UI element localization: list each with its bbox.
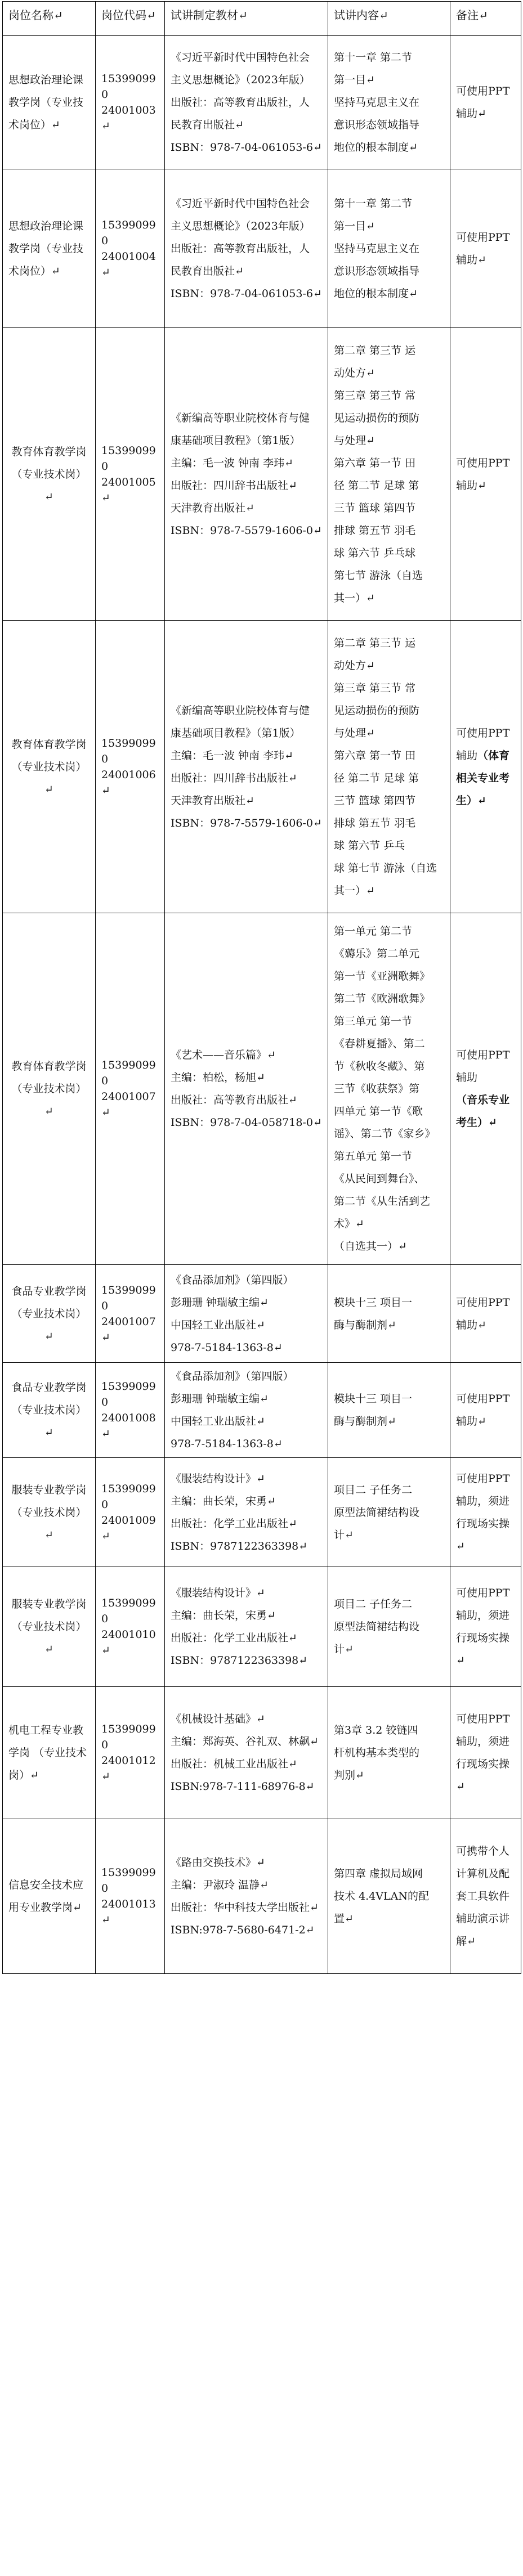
textbook-cell [165,913,328,1265]
content-line: 《春耕夏播》、第二 [334,1038,425,1050]
textbook-line: 《习近平新时代中国特色社会 [171,197,310,210]
content-cell [328,328,450,621]
note-line: （音乐专业 [456,1094,510,1106]
textbook-line: ISBN：978-7-5579-1606-0↵ [171,816,322,829]
note-line: 可使用PPT [456,456,510,469]
content-line: 三节 篮球 第四节 [334,794,416,807]
code-line: 24001008↵ [101,1412,156,1440]
position-cell [3,328,96,621]
note-line: 相关专业考 [456,771,510,784]
position-line: 学岗 （专业技术 [8,1747,87,1759]
content-line: 径 第二节 足球 第 [334,479,419,492]
content-line: 坚持马克思主义在 [334,242,420,255]
textbook-line: 主编：毛一波 钟南 李玮↵ [171,456,293,469]
code-line: 24001006↵ [101,768,156,797]
textbook-line: 出版社：华中科技大学出版社↵ [171,1901,319,1914]
textbook-line: ISBN：9787122363398↵ [171,1540,308,1552]
position-cell [3,1567,96,1687]
content-line: 计↵ [334,1643,354,1655]
content-line: 排球 第五节 羽毛 [334,816,416,829]
table-row [3,1819,521,1974]
note-line [456,744,515,767]
content-line: 第五单元 第一节 [334,1150,413,1163]
header-note: 备注↵ [450,2,521,36]
header-content: 试讲内容↵ [328,2,450,36]
content-line: 地位的根本制度↵ [334,141,418,154]
textbook-line: 中国轻工业出版社↵ [171,1415,265,1428]
content-line: 第七节 游泳（自选 [334,569,423,582]
note-cell [450,1687,521,1819]
textbook-line: 《习近平新时代中国特色社会 [171,51,310,64]
note-line: 辅助↵ [456,1415,486,1428]
content-line: 意识形态领域指导 [334,264,420,277]
content-line: 见运动损伤的预防 [334,411,420,424]
code-cell [96,913,165,1265]
header-textbook: 试讲制定教材↵ [165,2,328,36]
note-line: 行现场实操↵ [456,1758,510,1793]
textbook-line: 民教育出版社↵ [171,264,244,277]
table-row [3,1265,521,1363]
note-line: 辅助↵ [456,1318,486,1331]
table-row [3,1687,521,1819]
content-line: 第三章 第三节 常 [334,389,416,402]
position-cell [3,913,96,1265]
code-line: 153990990 [101,73,156,101]
code-line: 153990990 [101,1380,156,1408]
textbook-cell [165,1265,328,1363]
table-row [3,621,521,913]
textbook-cell [165,36,328,169]
code-line: 153990990 [101,1059,156,1087]
content-line: 坚持马克思主义在 [334,96,420,109]
code-cell [96,328,165,621]
textbook-cell [165,169,328,328]
content-line: 谣》、第二节《家乡》 [334,1128,436,1140]
code-line: 153990990 [101,218,156,247]
textbook-line: 出版社：化学工业出版社↵ [171,1517,297,1530]
table-row [3,1458,521,1567]
content-line: 原型法简裙结构设 [334,1506,420,1519]
content-cell [328,1819,450,1974]
content-line: 第一目↵ [334,219,375,232]
content-line: 技术 4.4VLAN的配 [334,1890,429,1902]
textbook-line: 主编：毛一波 钟南 李玮↵ [171,749,293,762]
textbook-line: 978-7-5184-1363-8↵ [171,1438,283,1450]
note-line: 可使用PPT [456,231,510,244]
textbook-line: ISBN：978-7-04-061053-6↵ [171,287,322,300]
code-line: 24001009↵ [101,1514,156,1542]
content-line: 第四章 虚拟局域网 [334,1868,423,1880]
content-cell [328,1567,450,1687]
content-line: 置↵ [334,1913,354,1925]
code-line: 24001007↵ [101,1090,156,1119]
content-line: 项目二 子任务二 [334,1483,413,1496]
textbook-line: ISBN：9787122363398↵ [171,1654,308,1667]
note-line: 生）↵ [456,794,486,807]
code-line: 24001004↵ [101,250,156,279]
position-line: 食品专业教学岗 [11,1381,87,1394]
note-line: 辅助，须进 [456,1735,510,1748]
content-line: 原型法简裙结构设 [334,1621,420,1633]
content-line: 第二章 第三节 运 [334,344,416,357]
position-line: 教学岗（专业技 [8,242,84,255]
textbook-line: 出版社：化学工业出版社↵ [171,1632,297,1644]
content-line: 第三单元 第一节 [334,1015,413,1027]
note-cell [450,328,521,621]
note-line: 可使用PPT [456,726,510,739]
content-line: 径 第二节 足球 第 [334,771,419,784]
content-line: 第十一章 第二节 [334,197,413,210]
textbook-line: 《服装结构设计》↵ [171,1472,265,1485]
note-cell [450,913,521,1265]
textbook-line: 主编：曲长荣，宋勇↵ [171,1609,276,1622]
code-cell [96,621,165,913]
position-line: 用专业教学岗↵ [8,1901,82,1914]
content-cell [328,36,450,169]
code-cell [96,169,165,328]
note-cell [450,1567,521,1687]
code-line: 153990990 [101,1482,156,1511]
note-line: 辅助演示讲 [456,1913,510,1925]
position-line: （专业技术岗）↵ [11,1404,87,1439]
textbook-line: 《机械设计基础》↵ [171,1713,265,1725]
textbook-line: 出版社：高等教育出版社，人 [171,242,310,255]
code-line: 24001010↵ [101,1628,156,1657]
textbook-line: 中国轻工业出版社↵ [171,1318,265,1331]
position-cell [3,1265,96,1363]
textbook-line: 主编：郑海英、谷礼双、林飙↵ [171,1735,319,1748]
content-line: 《薅乐》第二单元 [334,948,420,960]
note-line: 计算机及配 [456,1868,510,1880]
note-line: 可使用PPT [456,1587,510,1599]
textbook-line: 出版社：高等教育出版社↵ [171,1094,297,1106]
content-line: 第六章 第一节 田 [334,456,416,469]
note-line: 辅助，须进 [456,1609,510,1622]
content-line: 杆机构基本类型的 [334,1747,420,1759]
textbook-cell [165,1819,328,1974]
note-line: 可携带个人 [456,1845,510,1857]
position-line: 术岗位）↵ [8,264,60,277]
content-line: 动处方↵ [334,366,375,379]
textbook-line: 彭珊珊 钟瑞敏主编↵ [171,1296,269,1309]
textbook-line: 主编：尹淑玲 温静↵ [171,1879,269,1891]
position-cell [3,1363,96,1458]
content-cell [328,169,450,328]
code-line: 153990990 [101,737,156,765]
note-line: 行现场实操↵ [456,1517,510,1552]
textbook-line: 《食品添加剂》（第四版） [171,1370,294,1383]
content-line: 酶与酶制剂↵ [334,1415,396,1428]
content-line: 排球 第五节 羽毛 [334,524,416,537]
content-line: 模块十三 项目一 [334,1296,413,1309]
position-line: （专业技术岗）↵ [11,1307,87,1343]
textbook-cell [165,328,328,621]
content-line: 地位的根本制度↵ [334,287,418,300]
position-line: （专业技术岗）↵ [11,1506,87,1541]
code-line: 24001005↵ [101,475,156,504]
table-row [3,36,521,169]
code-cell [96,1458,165,1567]
content-line: 球 第六节 乒乓球 [334,546,416,559]
textbook-line: 主编：柏松，杨旭↵ [171,1071,265,1084]
position-line: 教育体育教学岗 [11,445,87,458]
position-line: （专业技术岗）↵ [11,468,87,503]
textbook-cell [165,621,328,913]
table-row [3,1567,521,1687]
content-line: 见运动损伤的预防 [334,704,420,717]
content-line: 意识形态领域指导 [334,119,420,131]
content-line: 术》↵ [334,1218,364,1230]
content-cell [328,1265,450,1363]
content-line: 第三章 第三节 常 [334,681,416,694]
note-line: 可使用PPT [456,1393,510,1405]
textbook-line: 《艺术——音乐篇》↵ [171,1049,276,1061]
content-line: （自选其一）↵ [334,1240,407,1253]
code-line: 153990990 [101,1597,156,1625]
table-row [3,913,521,1265]
textbook-cell [165,1458,328,1567]
position-line: 机电工程专业教 [8,1724,84,1736]
position-line: 思想政治理论课 [8,74,84,86]
textbook-cell [165,1567,328,1687]
content-cell [328,1363,450,1458]
note-line: 考生）↵ [456,1116,497,1129]
note-bold-text: （体育 [477,749,510,762]
textbook-line: 主义思想概论》（2023年版） [171,219,310,232]
code-cell [96,1687,165,1819]
note-line: 可使用PPT [456,1296,510,1309]
content-line: 模块十三 项目一 [334,1393,413,1405]
textbook-line: ISBN：978-7-5579-1606-0↵ [171,524,322,537]
textbook-line: 天津教育出版社↵ [171,794,254,807]
table-row [3,328,521,621]
textbook-line: 978-7-5184-1363-8↵ [171,1341,283,1354]
content-line: 三节《收获祭》第 [334,1083,420,1095]
content-line: 计↵ [334,1528,354,1541]
position-line: 信息安全技术应 [8,1879,84,1891]
table-row [3,169,521,328]
textbook-line: 《服装结构设计》↵ [171,1587,265,1599]
note-cell [450,36,521,169]
position-line: （专业技术岗）↵ [11,1083,87,1118]
content-cell [328,913,450,1265]
position-cell [3,621,96,913]
position-cell [3,1687,96,1819]
content-cell [328,621,450,913]
position-cell [3,1458,96,1567]
position-line: 服装专业教学岗 [11,1598,87,1610]
content-line: 与处理↵ [334,434,375,447]
code-line: 24001013↵ [101,1898,156,1926]
note-cell [450,1458,521,1567]
code-cell [96,1363,165,1458]
content-line: 球 第七节 游泳（自选 [334,861,437,874]
position-line: 教学岗（专业技 [8,96,84,109]
textbook-line: 《新编高等职业院校体育与健 [171,704,310,717]
content-line: 三节 篮球 第四节 [334,501,416,514]
note-line: 可使用PPT [456,1472,510,1485]
content-line: 第3章 3.2 铰链四 [334,1724,418,1736]
content-line: 第十一章 第二节 [334,51,413,64]
content-cell [328,1458,450,1567]
position-line: 岗）↵ [8,1769,39,1781]
code-cell [96,1567,165,1687]
content-line: 其一）↵ [334,591,375,604]
textbook-line: 《路由交换技术》↵ [171,1856,265,1869]
position-line: 教育体育教学岗 [11,1060,87,1072]
content-line: 四单元 第一节《歌 [334,1105,423,1118]
content-line: 节《秋收冬藏》、第 [334,1060,425,1072]
position-cell [3,169,96,328]
content-line: 第二节《从生活到艺 [334,1195,431,1208]
textbook-line: 天津教育出版社↵ [171,501,254,514]
textbook-line: ISBN：978-7-04-061053-6↵ [171,141,322,154]
content-line: 酶与酶制剂↵ [334,1318,396,1331]
position-line: （专业技术岗）↵ [11,760,87,796]
content-line: 项目二 子任务二 [334,1598,413,1610]
content-line: 《从民间到舞台》、 [334,1173,425,1185]
code-line: 153990990 [101,1723,156,1751]
content-line: 第二章 第三节 运 [334,636,416,649]
position-line: 思想政治理论课 [8,219,84,232]
content-cell [328,1687,450,1819]
textbook-line: 民教育出版社↵ [171,119,244,131]
note-line: 可使用PPT [456,85,510,97]
note-cell [450,1363,521,1458]
content-line: 其一）↵ [334,884,375,897]
code-cell [96,1819,165,1974]
note-line: 可使用PPT [456,1713,510,1725]
position-line: 食品专业教学岗 [11,1285,87,1298]
content-line: 第六章 第一节 田 [334,749,416,762]
code-line: 153990990 [101,1283,156,1312]
note-line: 辅助↵ [456,107,486,120]
textbook-line: 康基础项目教程》（第1版） [171,434,301,447]
code-line: 24001012↵ [101,1754,156,1783]
textbook-line: ISBN:978-7-111-68976-8↵ [171,1780,315,1793]
textbook-line: 出版社：四川辞书出版社↵ [171,771,297,784]
note-cell [450,621,521,913]
code-line: 24001003↵ [101,104,156,132]
code-line: 24001007↵ [101,1315,156,1344]
textbook-cell [165,1363,328,1458]
exam-table [2,1,521,1974]
position-line: 术岗位）↵ [8,119,60,131]
header-code: 岗位代码↵ [96,2,165,36]
note-line: 可使用PPT辅助 [456,1049,510,1084]
content-line: 第一节《亚洲歌舞》 [334,970,431,982]
table-row [3,1363,521,1458]
position-cell [3,36,96,169]
note-cell [450,1265,521,1363]
textbook-line: 彭珊珊 钟瑞敏主编↵ [171,1393,269,1405]
textbook-line: 《新编高等职业院校体育与健 [171,411,310,424]
note-line: 辅助↵ [456,479,486,492]
textbook-line: 主义思想概论》（2023年版） [171,74,310,86]
textbook-line: 主编：曲长荣，宋勇↵ [171,1495,276,1507]
note-line: 辅助，须进 [456,1495,510,1507]
content-line: 第二节《欧洲歌舞》 [334,993,431,1005]
note-line: 行现场实操↵ [456,1632,510,1667]
note-cell [450,1819,521,1974]
position-cell [3,1819,96,1974]
textbook-line: 出版社：高等教育出版社，人 [171,96,310,109]
table-body [3,36,521,1974]
textbook-cell [165,1687,328,1819]
content-line: 第一目↵ [334,74,375,86]
textbook-line: 康基础项目教程》（第1版） [171,726,301,739]
note-line: 解↵ [456,1935,476,1947]
content-line: 球 第六节 乒乓 [334,839,405,852]
code-cell [96,1265,165,1363]
position-line: 服装专业教学岗 [11,1483,87,1496]
position-line: （专业技术岗）↵ [11,1621,87,1655]
header-row [3,2,521,36]
position-line: 教育体育教学岗 [11,738,87,751]
textbook-line: ISBN:978-7-5680-6471-2↵ [171,1924,315,1936]
note-cell [450,169,521,328]
content-line: 与处理↵ [334,726,375,739]
textbook-line: 《食品添加剂》（第四版） [171,1273,294,1286]
code-line: 153990990 [101,1866,156,1895]
header-position: 岗位名称↵ [3,2,96,36]
content-line: 第一单元 第二节 [334,925,413,937]
textbook-line: ISBN：978-7-04-058718-0↵ [171,1116,322,1129]
note-line: 辅助↵ [456,253,486,266]
textbook-line: 出版社：四川辞书出版社↵ [171,479,297,492]
note-plain-text: 辅助 [456,749,478,762]
code-line: 153990990 [101,444,156,473]
textbook-line: 出版社：机械工业出版社↵ [171,1758,297,1770]
note-line: 套工具软件 [456,1890,510,1902]
content-line: 判别↵ [334,1769,364,1781]
content-line: 动处方↵ [334,659,375,672]
code-cell [96,36,165,169]
